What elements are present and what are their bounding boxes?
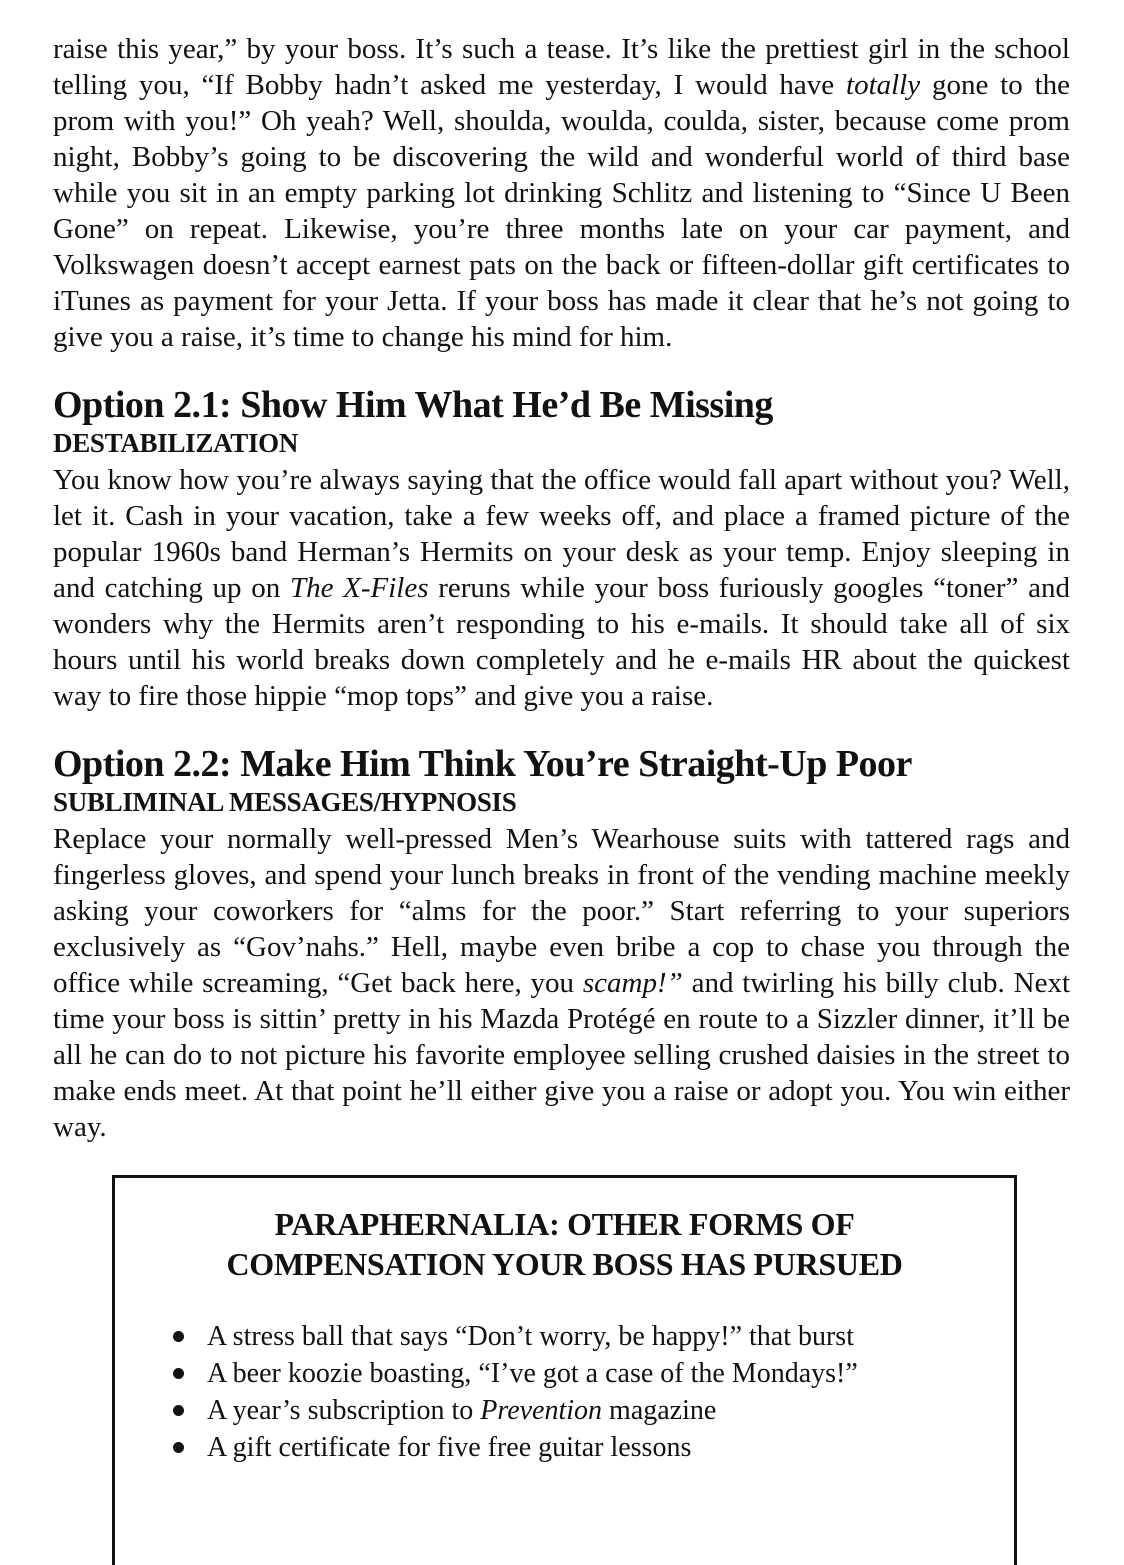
bullet-text [207, 1318, 854, 1355]
paraphernalia-sidebar-box [112, 1175, 1017, 1565]
section-option-2-2 [53, 741, 1070, 1145]
body-text-segment: You know how you’re always saying that the office would fall apart without you? Well, let it. Cash in your vacation, take a few weeks off, and place a framed picture of the popular 1960s band Herman’s Hermits on your desk as your temp. Enjoy sleeping in and catching up on [53, 464, 1070, 604]
section-heading: Option 2.2: Make Him Think You’re Straight-Up Poor [53, 743, 912, 785]
box-title [145, 1204, 984, 1284]
bullet-icon [173, 1331, 184, 1342]
section-subheading: SUBLIMINAL MESSAGES/HYPNOSIS [53, 787, 517, 817]
body-text-segment: reruns while your boss furiously googles “toner” and wonders why the Hermits aren’t responding to his e-mails. It should take all of six hours until his world breaks down completely and he e-mails HR about the quickest way to fire those hippie “mop tops” and give you a raise. [53, 572, 1070, 712]
body-text-segment: and twirling his billy club. Next time your boss is sittin’ pretty in his Mazda Protégé en route to a Sizzler dinner, it’ll be all he can do to not picture his favorite employee selling crushed daisies in the street to make ends meet. At that point he’ll either give you a raise or adopt you. You win either way. [53, 967, 1070, 1143]
list-item [173, 1318, 974, 1355]
box-bullet-list [145, 1318, 984, 1466]
list-item [173, 1429, 974, 1466]
section-body [53, 821, 1070, 1145]
body-italic-segment: The X-Files [289, 572, 429, 604]
bullet-text-segment: A stress ball that says “Don’t worry, be happy!” that burst [207, 1321, 854, 1352]
section-option-2-1 [53, 382, 1070, 714]
bullet-icon [173, 1405, 184, 1416]
section-subheading: DESTABILIZATION [53, 428, 299, 458]
bullet-text-segment: magazine [602, 1395, 717, 1426]
section-body [53, 462, 1070, 714]
intro-text-segment: raise this year,” by your boss. It’s such a tease. It’s like the prettiest girl in the school telling you, “If Bobby hadn’t asked me yesterday, I would have [53, 33, 1070, 101]
list-item [173, 1392, 974, 1429]
body-text-segment: Replace your normally well-pressed Men’s Wearhouse suits with tattered rags and fingerless gloves, and spend your lunch breaks in front of the vending machine meekly asking your coworkers for “alms for the poor.” Start referring to your superiors exclusively as “Gov’nahs.” Hell, maybe even bribe a cop to chase you through the office while screaming, “Get back here, you [53, 823, 1070, 999]
box-title-line-2: COMPENSATION YOUR BOSS HAS PURSUED [226, 1246, 903, 1282]
intro-paragraph [53, 31, 1070, 355]
bullet-text [207, 1392, 716, 1429]
bullet-text-segment: A gift certificate for five free guitar lessons [207, 1432, 692, 1463]
box-title-line-1: PARAPHERNALIA: OTHER FORMS OF [274, 1206, 855, 1242]
intro-text-segment: gone to the prom with you!” Oh yeah? Well, shoulda, woulda, coulda, sister, because come prom night, Bobby’s going to be discovering the wild and wonderful world of third base while you sit in an empty parking lot drinking Schlitz and listening to “Since U Been Gone” on repeat. Likewise, you’re three months late on your car payment, and Volkswagen doesn’t accept earnest pats on the back or fifteen-dollar gift certificates to iTunes as payment for your Jetta. If your boss has made it clear that he’s not going to give you a raise, it’s time to change his mind for him. [53, 69, 1071, 353]
bullet-text [207, 1429, 691, 1466]
bullet-icon [173, 1368, 184, 1379]
bullet-italic-segment: Prevention [480, 1395, 603, 1426]
bullet-icon [173, 1442, 184, 1453]
section-heading: Option 2.1: Show Him What He’d Be Missing [53, 384, 773, 426]
bullet-text-segment: A year’s subscription to [207, 1395, 481, 1426]
list-item [173, 1355, 974, 1392]
intro-italic-segment: totally [846, 69, 921, 101]
bullet-text-segment: A beer koozie boasting, “I’ve got a case of the Mondays!” [207, 1358, 858, 1389]
body-italic-segment: scamp!” [582, 967, 683, 999]
bullet-text [207, 1355, 858, 1392]
